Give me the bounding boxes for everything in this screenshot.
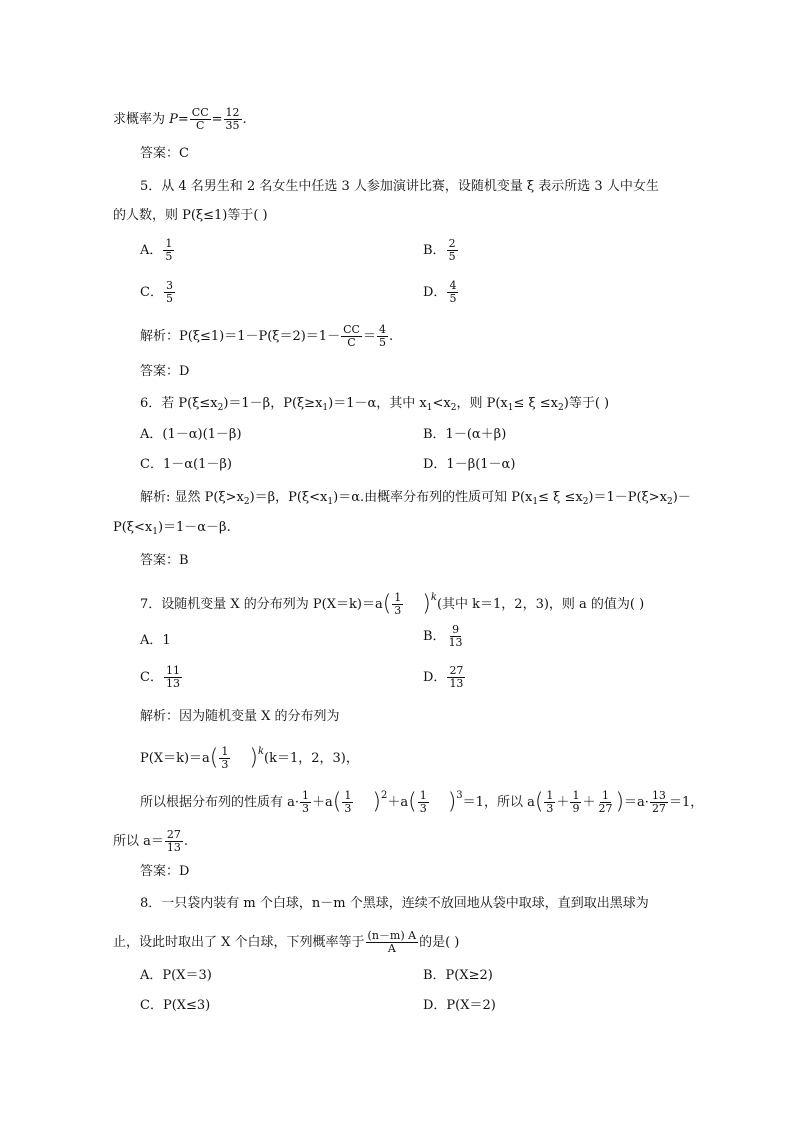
text: = [211,112,223,127]
option-label: B． [423,629,446,644]
text: )＝1－α－β. [157,520,231,535]
fraction [377,324,388,349]
option-b: B．1－(α＋β) [423,427,507,442]
numerator: 4 [378,323,386,336]
text: )＝β，P(ξ<x [249,490,328,505]
solution-7: 解析：因为随机变量 X 的分布列为 [140,709,340,724]
text: )＝α.由概率分布列的性质可知 P(x [333,490,533,505]
fraction [342,790,353,815]
denominator: 13 [448,636,463,649]
text: . [183,834,189,849]
text: P(X＝k)＝a [140,751,210,766]
numerator: 1 [394,591,402,604]
numerator: 27 [449,664,464,677]
answer-6: 答案：B [140,553,189,568]
text: P [169,112,178,127]
option-value: 1 [162,633,171,648]
option-a [140,238,175,263]
subscript: 1 [327,497,334,507]
option-b [423,624,466,649]
numerator: 2 [448,237,456,250]
subscript: 1 [507,403,514,413]
text: ≤ ξ ≤x [513,396,559,411]
denominator: 35 [225,119,240,132]
fraction [164,280,175,305]
denominator: 5 [378,336,386,349]
numerator: 1 [601,789,609,802]
text: . [388,329,394,344]
fraction [224,107,242,132]
denominator: 5 [165,292,173,305]
numerator: 4 [449,279,457,292]
option-label: D． [423,285,447,300]
solution-5 [140,324,393,349]
fraction [650,790,668,815]
denominator: 27 [598,802,613,815]
denominator: 3 [419,802,427,815]
numerator: (n－m) A [367,929,417,942]
fraction [447,624,465,649]
text: ＋ [556,795,570,810]
denominator: C [347,336,356,349]
option-b [423,238,459,263]
text: ＝ [362,329,376,344]
text: (其中 k＝1，2，3)，则 a 的值为( ) [436,597,645,612]
question-5-text: 5．从 4 名男生和 2 名女生中任选 3 人参加演讲比赛，设随机变量 ξ 表示所选 3 人中女生 [140,179,659,194]
denominator: 5 [449,292,457,305]
fraction [447,280,458,305]
denominator: 3 [546,802,554,815]
numerator: 1 [419,789,427,802]
fraction [596,790,614,815]
text: ≤ ξ ≤x [538,490,583,505]
text: )－ [672,490,691,505]
right-paren: ) [372,789,381,815]
solution-7-property [140,787,703,815]
subscript: 2 [666,497,673,507]
subscript: 2 [558,403,564,413]
numerator: CC [343,323,360,336]
right-paren: ) [615,789,625,815]
denominator: 13 [166,841,181,854]
text: <x [432,396,451,411]
right-paren: ) [447,789,457,815]
text: ＝1， [668,795,704,810]
option-a: A．(1－α)(1－β) [140,427,242,442]
text: 解析：P(ξ≤1)＝1－P(ξ＝2)＝1－ [140,329,341,344]
text: )＝1－β，P(ξ≥x [223,396,323,411]
question-7-text [140,589,644,617]
fraction [300,790,311,815]
denominator: A [387,942,396,955]
numerator: 1 [302,789,310,802]
text: )＝1－P(ξ>x [588,490,667,505]
solution-6-cont [113,519,231,541]
denominator: 3 [302,802,310,815]
option-label: A． [140,243,163,258]
probability-result-line [113,107,247,132]
fraction [190,107,211,132]
denominator: 5 [448,250,456,263]
denominator: 3 [221,758,229,771]
denominator: 27 [651,802,666,815]
numerator: 1 [572,789,580,802]
answer-7: 答案：D [140,864,190,879]
option-label: D． [423,670,447,685]
denominator: 9 [572,802,580,815]
fraction [219,746,230,771]
option-d [423,280,459,305]
option-label: A． [140,633,163,648]
subscript: 2 [450,403,457,413]
option-label: C． [140,670,163,685]
fraction [366,930,419,955]
denominator: 3 [394,604,402,617]
option-a: A．P(X＝3) [140,968,212,983]
fraction [447,238,458,263]
subscript: 1 [322,403,329,413]
fraction [447,665,465,690]
option-a [140,632,171,650]
subscript: 2 [243,497,250,507]
exponent: k [257,746,265,757]
text: 所以 a＝ [113,834,164,849]
fraction [392,592,403,617]
fraction [164,665,182,690]
option-d: D．1－β(1－α) [423,457,516,472]
numerator: 12 [225,106,240,119]
numerator: 1 [221,745,229,758]
exponent: 3 [456,790,463,801]
right-paren: ) [249,745,258,771]
option-c: C．1－α(1－β) [140,457,232,472]
text: )＝1－α，其中 x [328,396,427,411]
numerator: 1 [165,237,173,250]
option-b: B．P(X≥2) [423,968,493,983]
solution-7-result [113,829,188,854]
question-6-text [140,395,609,417]
text: ＋ [582,795,596,810]
text: 所以根据分布列的性质有 a· [140,795,300,810]
option-c [140,280,176,305]
fraction [165,829,183,854]
text: ＝a· [624,795,649,810]
numerator: 1 [546,789,554,802]
text: ＋a [387,795,409,810]
text: 6．若 P(ξ≤x [140,396,218,411]
numerator: 9 [452,623,460,636]
option-d [423,665,466,690]
denominator: 13 [449,677,464,690]
subscript: 1 [426,403,433,413]
text: )等于( ) [563,396,610,411]
left-paren: ( [209,745,219,771]
numerator: CC [191,106,209,119]
solution-7-formula [140,743,359,771]
exponent: 2 [380,790,388,801]
left-paren: ( [382,591,392,617]
text: ＝1，所以 a [462,795,535,810]
left-paren: ( [408,789,417,815]
denominator: 3 [344,802,352,815]
option-d: D．P(X＝2) [423,998,496,1013]
text: ，则 P(x [456,396,508,411]
exponent: k [430,592,437,603]
question-5-text-cont: 的人数，则 P(ξ≤1)等于( ) [113,208,268,223]
text: 解析: 显然 P(ξ>x [140,490,244,505]
text: 止，设此时取出了 X 个白球，下列概率等于 [113,935,365,950]
subscript: 1 [532,497,539,507]
right-paren: ) [422,591,431,617]
fraction [418,790,429,815]
text: (k＝1，2，3)， [264,751,359,766]
option-label: B． [423,243,446,258]
numerator: 3 [165,279,173,292]
answer-5: 答案：D [140,364,190,379]
subscript: 2 [582,497,589,507]
denominator: 5 [165,250,173,263]
fraction [341,324,362,349]
solution-6 [140,489,691,511]
question-8-text: 8．一只袋内装有 m 个白球，n－m 个黑球，连续不放回地从袋中取球，直到取出黑球为 [140,896,649,911]
text: = [177,112,189,127]
text: ＋a [312,795,333,810]
option-c [140,665,183,690]
numerator: 11 [165,664,180,677]
text: 的是( ) [419,935,460,950]
text: 求概率为 [113,112,170,127]
text: P(ξ<x [113,520,153,535]
numerator: 1 [344,789,352,802]
fraction [570,790,581,815]
denominator: C [196,119,205,132]
option-label: C． [140,285,163,300]
option-c: C．P(X≤3) [140,998,211,1013]
denominator: 13 [165,677,180,690]
subscript: 2 [217,403,224,413]
text: . [242,112,247,127]
left-paren: ( [534,789,544,815]
fraction [163,238,174,263]
question-8-text-cont [113,930,459,955]
text: 7．设随机变量 X 的分布列为 P(X＝k)＝a [140,597,383,612]
numerator: 13 [651,789,666,802]
answer-line: 答案：C [140,146,189,161]
subscript: 1 [152,527,158,537]
numerator: 27 [166,828,181,841]
left-paren: ( [332,789,342,815]
fraction [544,790,555,815]
